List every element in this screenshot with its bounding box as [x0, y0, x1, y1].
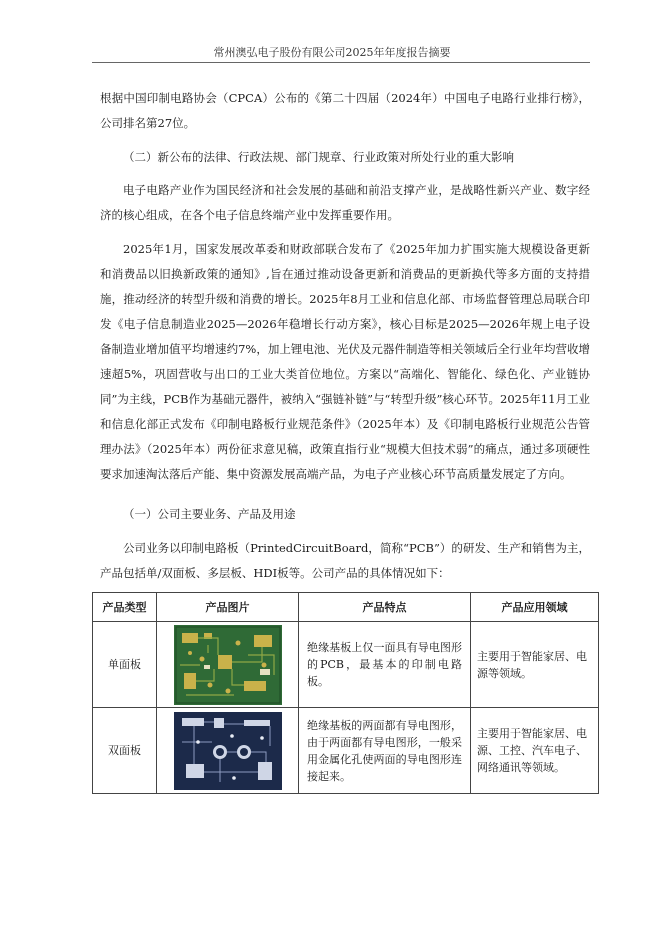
table-row — [93, 708, 599, 794]
product-type-cell: 双面板 — [93, 708, 157, 794]
paragraph-business-intro: 公司业务以印制电路板（PrintedCircuitBoard，简称“PCB”）的研发、生产和销售为主，产品包括单/双面板、多层板、HDI板等。公司产品的具体情况如下： — [100, 541, 590, 580]
header-divider — [92, 62, 590, 63]
product-table — [92, 592, 599, 794]
table-header-row — [93, 593, 599, 622]
green-pcb-image — [174, 625, 282, 705]
paragraph-ranking: 根据中国印制电路协会（CPCA）公布的《第二十四届（2024年）中国电子电路行业排行榜》，公司排名第27位。 — [100, 91, 590, 130]
product-image-cell — [157, 708, 299, 794]
paragraph-policy-detail: 2025年1月，国家发展改革委和财政部联合发布了《2025年加力扩围实施大规模设备更新和消费品以旧换新政策的通知》,旨在通过推动设备更新和消费品的更新换代等多方面的支持措施，推动经济的转型升级和消费的增长。2025年8月工业和信息化部、市场监督管理总局联合印发《电子信息制造业2025—2026年稳增长行动方案》，核心目标是2025—2026年规上电子设备制造业增加值平均增速约7%，加上锂电池、光伏及元器件制造等相关领域后全行业年均营收增速超5%，巩固营收与出口的工业大类首位地位。方案以“高端化、智能化、绿色化、产业链协同”为主线，PCB作为基础元器件，被纳入“强链补链”与“转型升级”核心环节。2025年11月工业和信息化部正式发布《印制电路板行业规范条件》（2025年本）及《印制电路板行业规范公告管理办法》（2025年本）两份征求意见稿，政策直指行业“规模大但技术弱”的痛点，通过多项硬性要求加速淘汰落后产能、集中资源发展高端产品，为电子产业核心环节高质量发展定了方向。 — [100, 242, 590, 481]
product-application-cell: 主要用于智能家居、电源、工控、汽车电子、网络通讯等领域。 — [471, 708, 599, 794]
section-heading-policy: （二）新公布的法律、行政法规、部门规章、行业政策对所处行业的重大影响 — [123, 150, 514, 164]
column-header: 产品应用领域 — [471, 593, 599, 622]
column-header: 产品类型 — [93, 593, 157, 622]
product-feature-cell: 绝缘基板的两面都有导电图形，由于两面都有导电图形，一般采用金属化孔使两面的导电图形连接起来。 — [299, 708, 471, 794]
table-row — [93, 622, 599, 708]
dark-blue-pcb-image — [174, 712, 282, 790]
product-feature-cell: 绝缘基板上仅一面具有导电图形的PCB，最基本的印制电路板。 — [299, 622, 471, 708]
product-application-cell: 主要用于智能家居、电源等领域。 — [471, 622, 599, 708]
column-header: 产品特点 — [299, 593, 471, 622]
page-header: 常州澳弘电子股份有限公司2025年年度报告摘要 — [213, 46, 451, 59]
paragraph-industry-role: 电子电路产业作为国民经济和社会发展的基础和前沿支撑产业，是战略性新兴产业、数字经济的核心组成，在各个电子信息终端产业中发挥重要作用。 — [100, 183, 590, 222]
section-heading-business: （一）公司主要业务、产品及用途 — [123, 507, 296, 521]
product-image-cell — [157, 622, 299, 708]
product-type-cell: 单面板 — [93, 622, 157, 708]
column-header: 产品图片 — [157, 593, 299, 622]
